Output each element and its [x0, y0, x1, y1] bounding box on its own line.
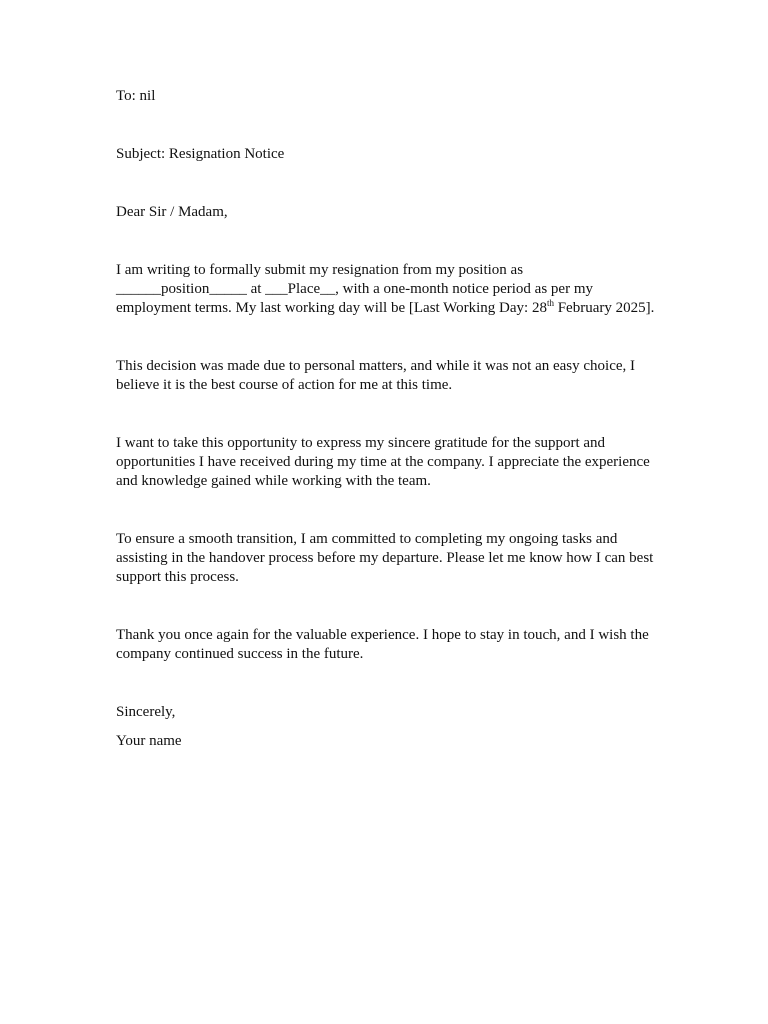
closing: Sincerely, [116, 704, 176, 720]
signature: Your name [116, 733, 182, 749]
paragraph-reason: This decision was made due to personal matters, and while it was not an easy choice, I believe it is the best course of action for me at this time. [116, 358, 636, 393]
paragraph-resignation-text-end: February 2025]. [553, 300, 655, 316]
ordinal-suffix: th [546, 298, 554, 308]
paragraph-transition: To ensure a smooth transition, I am committed to completing my ongoing tasks and assisting in the handover process before my departure. Please let me know how I can best support this process. [116, 531, 654, 585]
paragraph-thanks: Thank you once again for the valuable experience. I hope to stay in touch, and I wish the company continued success in the future. [116, 627, 649, 662]
paragraph-resignation [116, 261, 656, 318]
paragraph-resignation-text: I am writing to formally submit my resignation from my position as ______position_____ at ___Place__, with a one-month notice period as per my employment terms. My last working day will be [Last Working Day: 28 [116, 262, 593, 316]
subject-line: Subject: Resignation Notice [116, 146, 285, 162]
recipient-line: To: nil [116, 88, 156, 104]
paragraph-gratitude: I want to take this opportunity to express my sincere gratitude for the support and opportunities I have received during my time at the company. I appreciate the experience and knowledge gained while working with the team. [116, 435, 650, 489]
salutation: Dear Sir / Madam, [116, 204, 228, 220]
